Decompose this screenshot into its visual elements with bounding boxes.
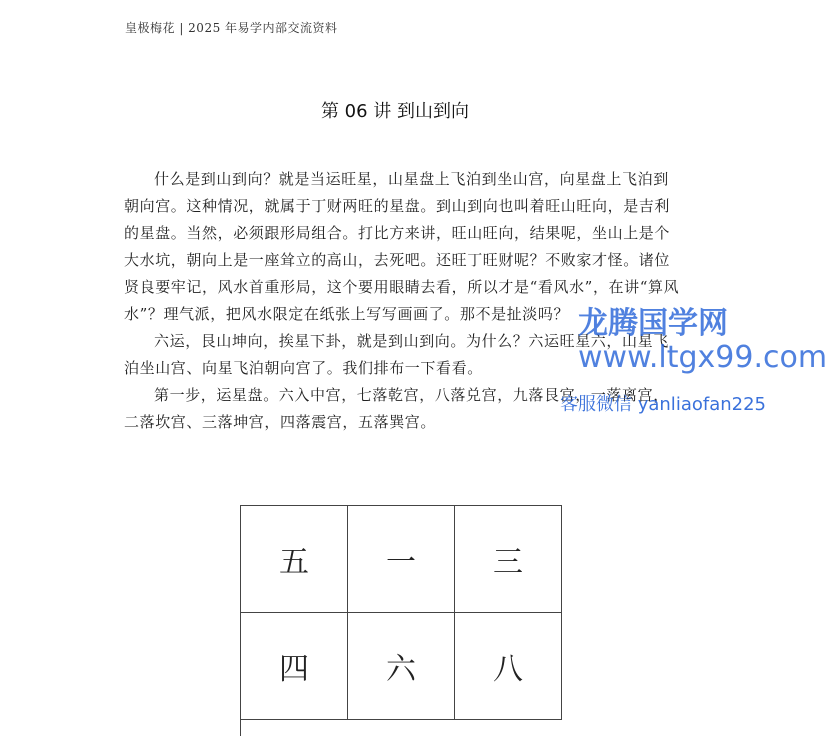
luo-shu-grid [240,505,562,736]
grid-cell: 一 [348,506,455,613]
watermark-url: www.ltgx99.com [578,340,827,375]
paragraph-1: 什么是到山到向？就是当运旺星，山星盘上飞泊到坐山宫，向星盘上飞泊到朝向宫。这种情况，就属于丁财两旺的星盘。到山到向也叫着旺山旺向，是吉利的星盘。当然，必须跟形局组合。打比方来讲，旺山旺向，结果呢，坐山上是个大水坑，朝向上是一座耸立的高山，去死吧。还旺丁旺财呢？不败家才怪。诸位贤良要牢记，风水首重形局，这个要用眼睛去看，所以才是“看风水”，在讲“算风水”？理气派，把风水限定在纸张上写写画画了。那不是扯淡吗？ [124,170,680,323]
watermark-site-name: 龙腾国学网 [578,306,728,341]
grid-cell: 三 [455,506,562,613]
grid-cell: 八 [455,613,562,720]
lecture-title: 第 06 讲 到山到向 [320,101,470,122]
watermark-wechat: 客服微信 yanliaofan225 [560,394,766,415]
grid-cell: 四 [241,613,348,720]
grid-cell: 六 [348,613,455,720]
paragraph-3: 第一步，运星盘。六入中宫，七落乾宫，八落兑宫，九落艮宫，一落离宫，二落坎宫、三落坤宫，四落震宫，五落巽宫。 [124,386,669,431]
grid-cell: 五 [241,506,348,613]
paragraph-2: 六运，艮山坤向，挨星下卦，就是到山到向。为什么？六运旺星六，山星飞泊坐山宫、向星飞泊朝向宫了。我们排布一下看看。 [124,332,669,377]
page-header: 皇极梅花 | 2025 年易学内部交流资料 [125,21,338,35]
